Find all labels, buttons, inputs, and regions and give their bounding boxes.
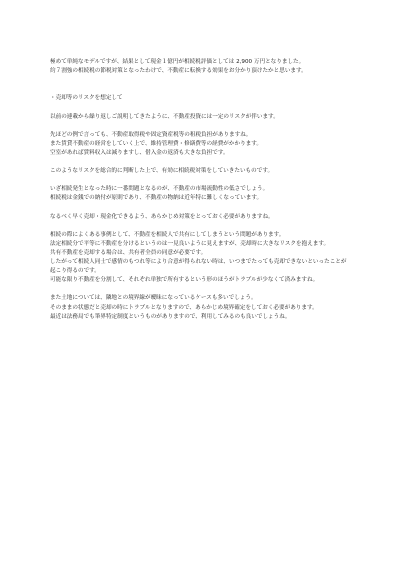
paragraph-boundary [50,294,350,321]
section-heading: ・売却等のリスクを想定して [50,95,123,102]
paragraph-co-ownership [50,231,350,286]
paragraph-early-sale [50,213,350,222]
section-heading-risk [50,94,350,103]
text-line: 最近は法務局でも筆界特定制度というものがありますので、利用してみるのも良いでしょうね。 [50,313,291,320]
text-line: 先ほどの例で言っても、不動産取得税や固定資産税等の租税負担がありますね。 [50,131,252,138]
text-line: 可能な限り不動産を分割して、それぞれ単独で所有するという形のほうがトラブルが少なくて済みますね。 [50,277,319,284]
text-line: 以前の連載から繰り返しご説明してきたように、不動産投資には一定のリスクが伴います。 [50,113,279,120]
paragraph-liquidity [50,185,350,203]
text-line: 共有不動産を売却する場合は、共有者全員の同意が必要です。 [50,249,207,256]
paragraph-risk-intro [50,113,350,122]
text-line: 法定相続分で平等に不動産を分けるというのは一見良いように見えますが、売却時に大きなリスクを抱えます。 [50,240,330,247]
text-line: また賃貸不動産の経営をしていく上で、維持管理費・修繕費等の経費がかかります。 [50,140,263,147]
text-line: したがって相続人同士で感情のもつれ等により合意が得られない時は、いつまでたっても売却できないといったことが起こり得るのです。 [50,259,347,275]
paragraph-judgement [50,167,350,176]
text-line: このようなリスクを総合的に判断した上で、有効に相続税対策をしていきたいものです。 [50,168,274,175]
text-line: そのままの状態だと売却の時にトラブルとなりますので、あらかじめ境界確定をしておく必要があります。 [50,304,318,311]
paragraph-model-result [50,58,350,76]
text-line: 相続の際によくある事例として、不動産を相続人で共有にしてしまうという問題があります。 [50,231,285,238]
text-line: 極めて単純なモデルですが、結果として現金１億円が相続税評価としては 2,900 万円となりました。 [50,59,305,65]
text-line: いざ相続発生となった時に一番問題となるのが、不動産の市場流動性の低さでしょう。 [50,186,269,193]
text-line: 約７割強の相続税の節税対策となったわけで、不動産に転換する効果をお分かり頂けたかと思います。 [50,68,307,75]
text-line: 相続税は金銭での納付が原則であり、不動産の物納は近年特に難しくなっています。 [50,195,263,202]
text-line: なるべく早く売却・現金化できるよう、あらかじめ対策をとっておく必要がありますね。 [50,213,274,220]
text-line: また土地については、隣地との境界線が曖昧になっているケースも多いでしょう。 [50,295,257,302]
paragraph-costs [50,131,350,158]
text-line: 空室があれば賃料収入は減りますし、借入金の返済も大きな負担です。 [50,149,229,156]
